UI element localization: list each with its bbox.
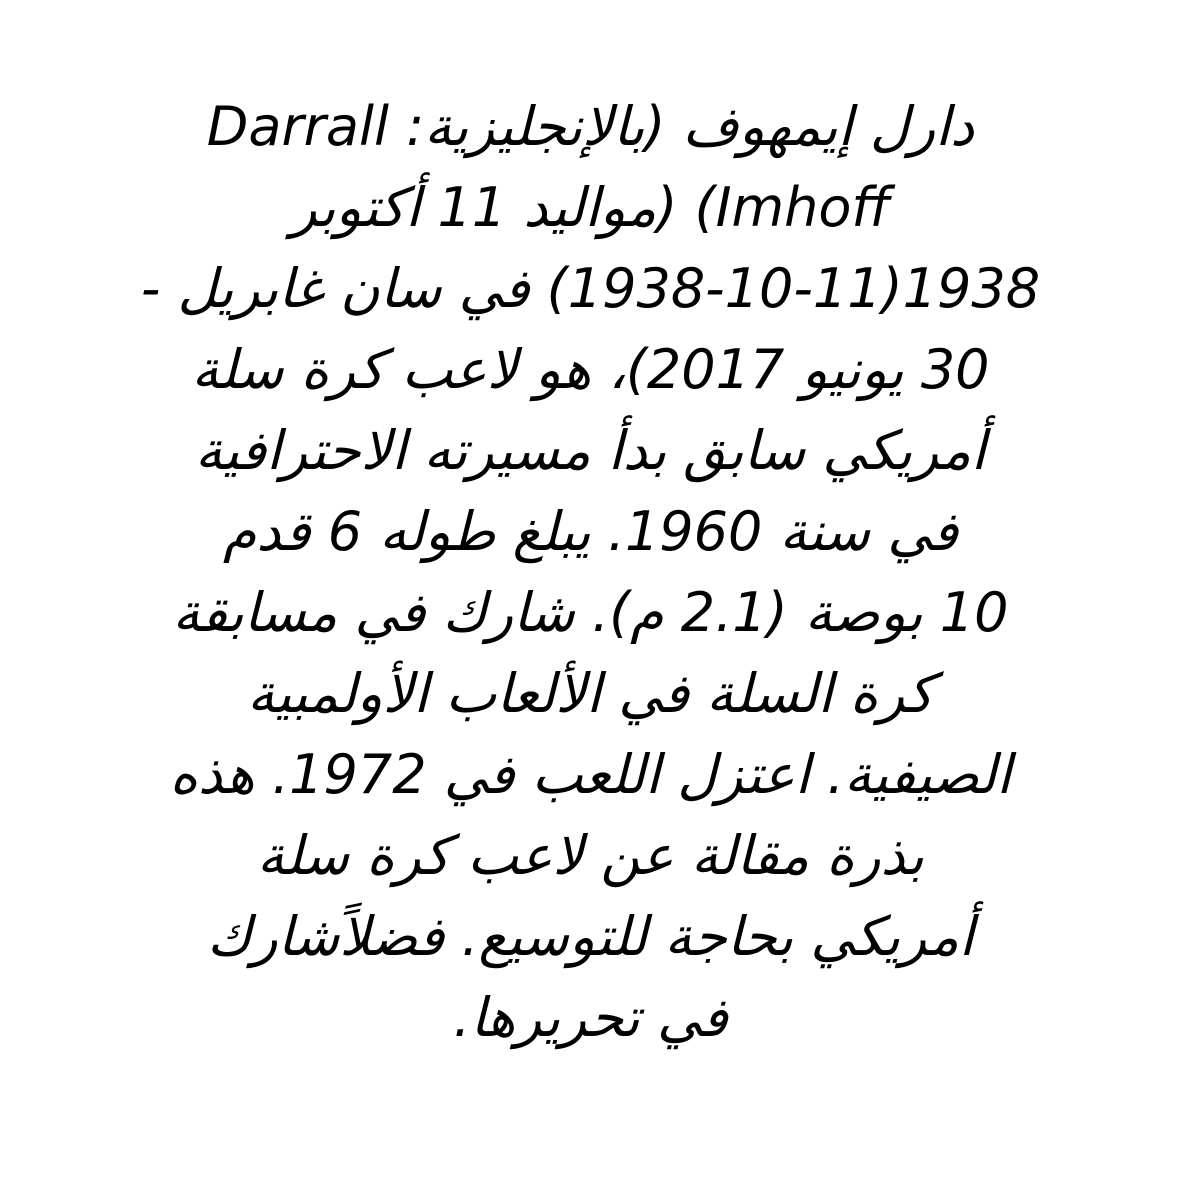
text-line: بذرة مقالة عن لاعب كرة سلة [257,824,924,887]
text-line: في تحريرها. [453,986,728,1049]
article-text [95,86,1086,1058]
text-line: في سنة 1960. يبلغ طوله 6 قدم [222,500,959,563]
text-line: كرة السلة في الألعاب الأولمبية [247,662,934,725]
text-line: 1938(1938-10-11) في سان غابريل - [140,257,1041,320]
text-line: 10 بوصة (2.1 م). شارك في مسابقة [172,581,1009,644]
text-line: أمريكي بحاجة للتوسيع. فضلاًشارك [207,905,974,968]
text-line: الصيفية. اعتزل اللعب في 1972. هذه [169,743,1012,806]
text-line: 30 يونيو 2017)، هو لاعب كرة سلة [191,338,990,401]
text-line: دارل إيمهوف (بالإنجليزية: Darrall [206,95,975,158]
text-line: أمريكي سابق بدأ مسيرته الاحترافية [195,419,986,482]
text-line: Imhoff) (مواليد 11 أكتوبر [290,176,891,239]
